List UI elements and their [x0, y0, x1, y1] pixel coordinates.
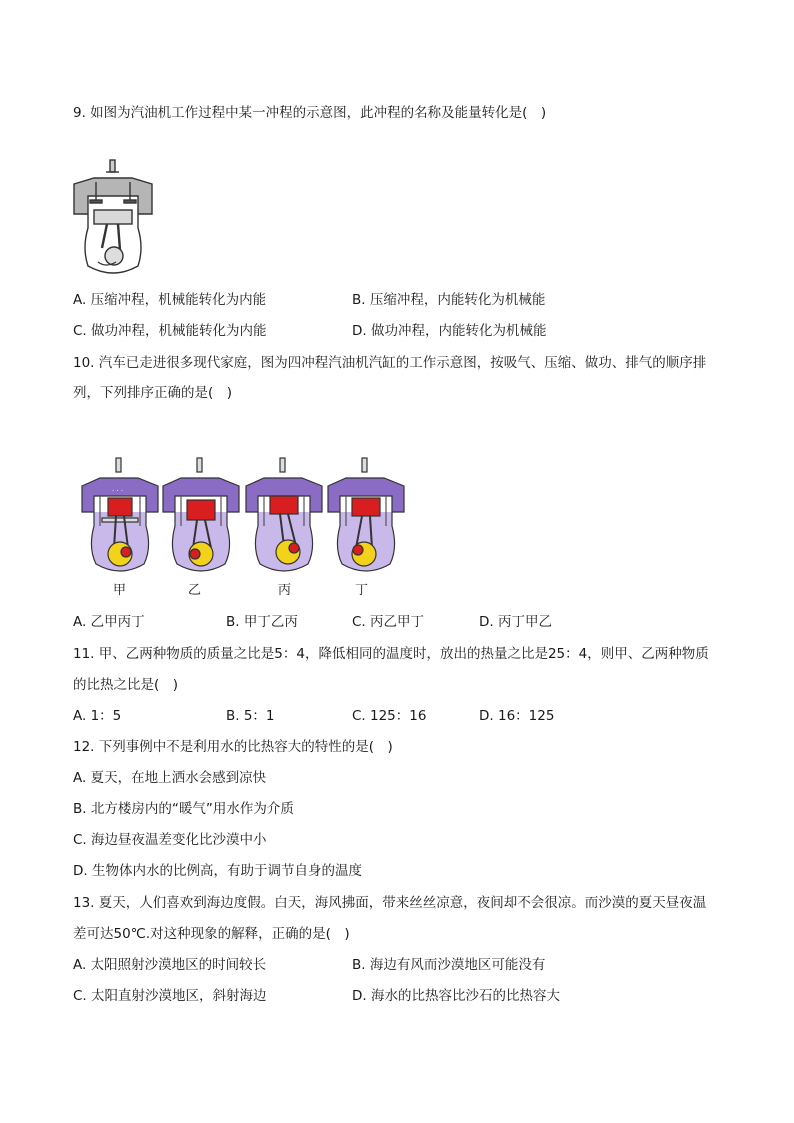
q9-option-d[interactable]: D. 做功冲程，内能转化为机械能 [352, 323, 547, 339]
q10-option-c[interactable]: C. 丙乙甲丁 [352, 614, 425, 630]
q9-option-b[interactable]: B. 压缩冲程，内能转化为机械能 [352, 292, 546, 308]
svg-text:· · ·: · · · [112, 487, 124, 495]
q13-stem-line1: 13. 夏天，人们喜欢到海边度假。白天，海风拂面，带来丝丝凉意，夜间却不会很凉。而沙漠的夏天昼夜温 [73, 895, 707, 911]
q10-engine-yi [161, 456, 241, 580]
q10-stem-line1: 10. 汽车已走进很多现代家庭，图为四冲程汽油机汽缸的工作示意图，按吸气、压缩、做功、排气的顺序排 [73, 355, 707, 371]
q9-option-c[interactable]: C. 做功冲程，机械能转化为内能 [73, 323, 267, 339]
q12-option-b[interactable]: B. 北方楼房内的“暖气”用水作为介质 [73, 801, 294, 817]
q12-option-d[interactable]: D. 生物体内水的比例高，有助于调节自身的温度 [73, 863, 362, 879]
q11-option-c[interactable]: C. 125：16 [352, 708, 427, 724]
q10-caption-ding: 丁 [355, 583, 369, 598]
q10-caption-jia: 甲 [113, 583, 127, 598]
q10-caption-yi: 乙 [188, 583, 202, 598]
q12-option-c[interactable]: C. 海边昼夜温差变化比沙漠中小 [73, 832, 267, 848]
q10-option-b[interactable]: B. 甲丁乙丙 [226, 614, 298, 630]
q11-stem-line1: 11. 甲、乙两种物质的质量之比是5：4，降低相同的温度时，放出的热量之比是25：4，则甲、乙两种物质 [73, 646, 709, 662]
q9-option-a[interactable]: A. 压缩冲程，机械能转化为内能 [73, 292, 267, 308]
q13-stem-line2: 差可达50℃.对这种现象的解释，正确的是( ) [73, 926, 350, 942]
q9-engine-diagram [72, 158, 156, 282]
q11-option-d[interactable]: D. 16：125 [479, 708, 555, 724]
q12-option-a[interactable]: A. 夏天，在地上洒水会感到凉快 [73, 770, 267, 786]
q13-option-d[interactable]: D. 海水的比热容比沙石的比热容大 [352, 988, 560, 1004]
q11-option-b[interactable]: B. 5：1 [226, 708, 275, 724]
q10-option-d[interactable]: D. 丙丁甲乙 [479, 614, 552, 630]
q10-option-a[interactable]: A. 乙甲丙丁 [73, 614, 145, 630]
q13-option-a[interactable]: A. 太阳照射沙漠地区的时间较长 [73, 957, 267, 973]
q10-engine-ding [326, 456, 406, 580]
q10-caption-bing: 丙 [278, 583, 292, 598]
q10-engine-bing [244, 456, 324, 580]
q13-option-b[interactable]: B. 海边有风而沙漠地区可能没有 [352, 957, 546, 973]
q13-option-c[interactable]: C. 太阳直射沙漠地区，斜射海边 [73, 988, 267, 1004]
q10-stem-line2: 列，下列排序正确的是( ) [73, 385, 233, 401]
q12-stem: 12. 下列事例中不是利用水的比热容大的特性的是( ) [73, 739, 393, 755]
q11-option-a[interactable]: A. 1：5 [73, 708, 122, 724]
q10-engine-jia [80, 456, 160, 580]
q11-stem-line2: 的比热之比是( ) [73, 677, 179, 693]
q9-stem: 9. 如图为汽油机工作过程中某一冲程的示意图，此冲程的名称及能量转化是( ) [73, 105, 547, 121]
